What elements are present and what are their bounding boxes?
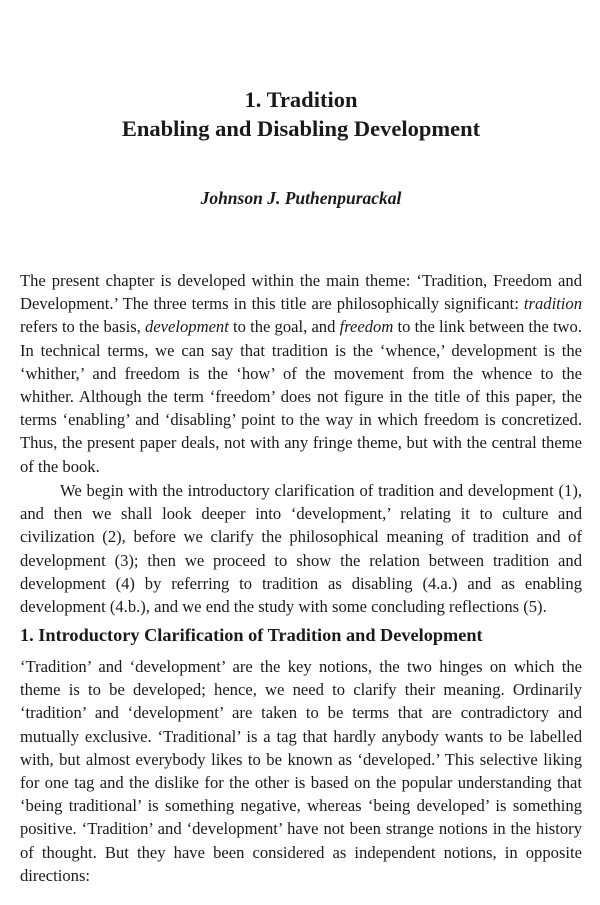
- intro-emphasis-freedom: freedom: [339, 317, 394, 337]
- intro-text-part1: The present chapter is developed within the main theme: ‘Tradition, Freedom and Development.’ The three terms in this title are philosophically significant:: [20, 271, 582, 314]
- chapter-title-line2: Enabling and Disabling Development: [121, 116, 481, 141]
- chapter-title-line1: 1. Tradition: [244, 87, 358, 112]
- intro-text-part4: to the link between the two. In technical terms, we can say that tradition is the ‘whence,’ development is the ‘whither,’ and freedom is the ‘how’ of the movement from the whence to the whither. Although the term ‘freedom’ does not figure in the title of this paper, the terms ‘enabling’ and ‘disabling’ point to the way in which freedom is concretized. Thus, the present paper deals, not with any fringe theme, but with the central theme of the book.: [20, 317, 582, 476]
- intro-emphasis-tradition: tradition: [523, 294, 582, 314]
- author-name: Johnson J. Puthenpurackal: [200, 188, 402, 208]
- intro-text-part2: refers to the basis,: [20, 317, 145, 337]
- intro-emphasis-development: development: [144, 317, 229, 337]
- section-heading: 1. Introductory Clarification of Tradition and Development: [20, 625, 483, 645]
- section-paragraph: ‘Tradition’ and ‘development’ are the key notions, the two hinges on which the theme is to be developed; hence, we need to clarify their meaning. Ordinarily ‘tradition’ and ‘development’ are taken to be terms that are contradictory and mutually exclusive. ‘Traditional’ is a tag that hardly anybody wants to be labelled with, but almost everybody likes to be known as ‘developed.’ This selective liking for one tag and the dislike for the other is based on the popular understanding that ‘being traditional’ is something negative, whereas ‘being developed’ is something positive. ‘Tradition’ and ‘development’ have not been strange notions in the history of thought. But they have been considered as independent notions, in opposite directions:: [20, 657, 582, 885]
- outline-paragraph: We begin with the introductory clarification of tradition and development (1), and then we shall look deeper into ‘development,’ relating it to culture and civilization (2), before we clarify the philosophical meaning of tradition and of development (3); then we proceed to show the relation between tradition and development (4) by referring to tradition as disabling (4.a.) and as enabling development (4.b.), and we end the study with some concluding reflections (5).: [20, 481, 582, 617]
- chapter-title: [20, 85, 582, 143]
- intro-text-part3: to the goal, and: [228, 317, 340, 337]
- intro-paragraph: [20, 269, 582, 478]
